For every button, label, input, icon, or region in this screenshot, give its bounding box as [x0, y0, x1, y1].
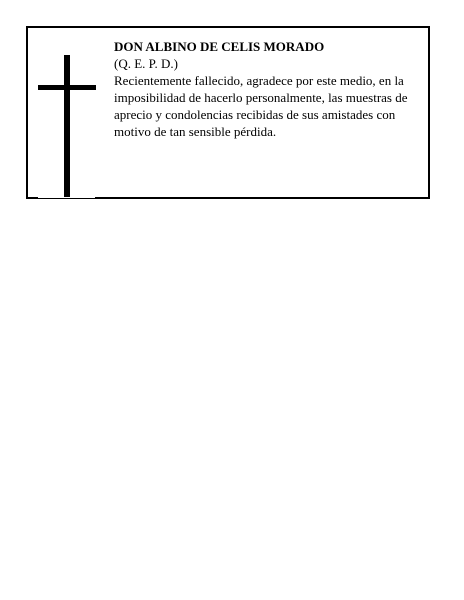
- rip-abbreviation: (Q. E. P. D.): [114, 56, 178, 71]
- deceased-name: DON ALBINO DE CELIS MORADO: [114, 39, 325, 54]
- notice-text: [114, 38, 424, 140]
- cross-horizontal-bar: [38, 85, 96, 90]
- cross-vertical-bar: [64, 55, 70, 197]
- notice-body: Recientemente fallecido, agradece por este medio, en la imposibilidad de hacerlo personalmente, las muestras de aprecio y condolencias recibidas de sus amistades con motivo de tan sensible pérdida.: [114, 73, 408, 139]
